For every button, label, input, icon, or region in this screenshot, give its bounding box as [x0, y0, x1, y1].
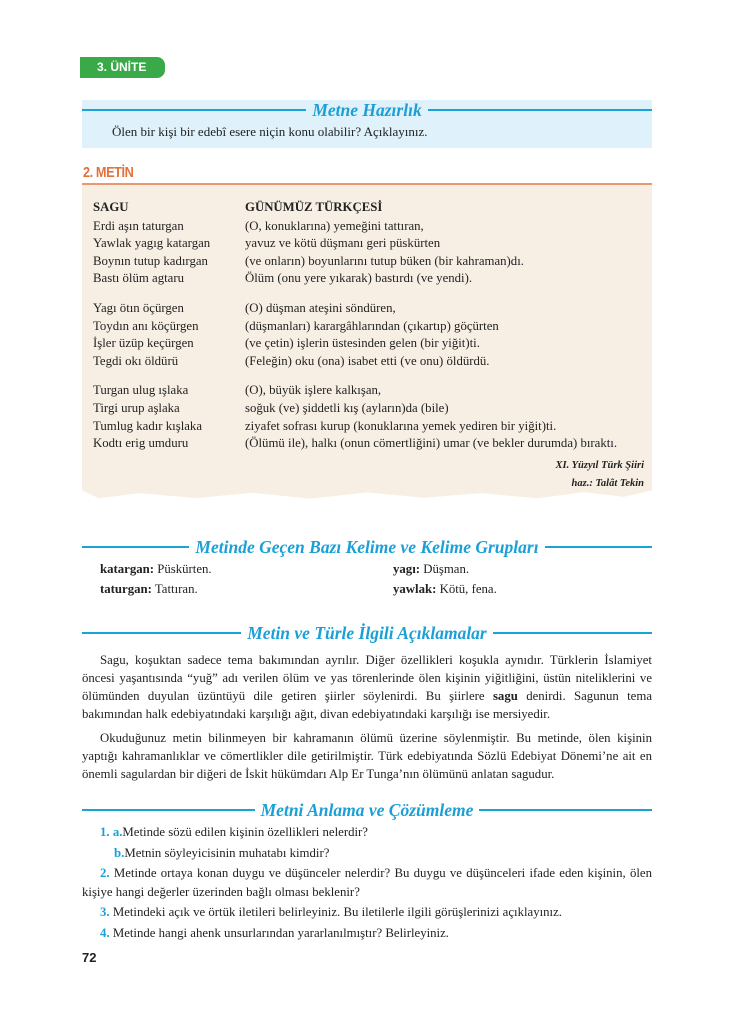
question-letter: b.: [114, 846, 125, 860]
paragraph: [82, 651, 652, 723]
poem-line: (O) düşman ateşini söndüren,: [245, 300, 396, 315]
poem-line: (ve çetin) işlerin üstesinden gelen (bir yiğit)ti.: [245, 336, 480, 351]
metin-label: 2. METİN: [83, 164, 134, 181]
vocab-term: yawlak:: [393, 582, 437, 596]
poem-line: yavuz ve kötü düşmanı geri püskürten: [245, 236, 441, 251]
vocab-title: Metinde Geçen Bazı Kelime ve Kelime Grupları: [195, 536, 539, 557]
poem-line: Ölüm (onu yere yıkarak) bastırdı (ve yendi).: [245, 271, 473, 286]
poem-line: Yawlak yagıg katargan: [93, 236, 211, 251]
divider: [82, 546, 189, 548]
poem-line: Yagı ötın öçürgen: [93, 300, 184, 315]
vocab-term: taturgan:: [100, 582, 152, 596]
vocab-definition: Tattıran.: [151, 582, 198, 596]
poem-line: Boynın tutup kadırgan: [93, 253, 208, 268]
vocab-definition: Düşman.: [420, 562, 470, 576]
poem-line: Turgan ulug ışlaka: [93, 383, 189, 398]
question-text: Metinde sözü edilen kişinin özellikleri nelerdir?: [122, 825, 368, 839]
question-text: Metinde ortaya konan duygu ve düşünceler nelerdir? Bu duygu ve düşünceleri ifade eden kişinin, ölen kişiye hangi değerler üzerinden bağlı olması beklenir?: [82, 866, 652, 899]
vocab-item: [393, 582, 497, 597]
poem-line: (ve onların) boyunlarını tutup büken (bir kahraman)dı.: [245, 253, 524, 268]
poem-left-header: SAGU: [93, 200, 129, 214]
poem-line: Toydın anı köçürgen: [93, 318, 199, 333]
analysis-header: [82, 799, 652, 821]
poem-line: (Ölümü ile), halkı (onun cömertliğini) umar (ve bekler durumda) bıraktı.: [245, 436, 618, 451]
question-number: 2.: [100, 866, 110, 880]
explanations-header: [82, 622, 652, 644]
divider: [82, 809, 255, 811]
question-3: [100, 902, 562, 922]
question-number: 1.: [100, 825, 110, 839]
vocab-item: [393, 562, 469, 577]
vocab-definition: Kötü, fena.: [436, 582, 497, 596]
prep-question: Ölen bir kişi bir edebî esere niçin konu olabilir? Açıklayınız.: [112, 124, 428, 139]
question-2: [82, 864, 652, 902]
question-4: [100, 923, 449, 943]
poem-line: (O, konuklarına) yemeğini tattıran,: [245, 218, 424, 233]
divider: [82, 109, 306, 111]
paragraph: Okuduğunuz metin bilinmeyen bir kahramanın ölümü üzerine söylenmiştir. Bu metinde, ölen kişinin yaptığı kahramanlıklar ve cömertlikler dile getirilmiştir. Türk edebiyatında Sözlü Edebiyat Dönemi’ne ait en önemli sagulardan bir diğeri de İskit hükümdarı Alp Er Tunga’nın ölümünü anlatan sagudur.: [82, 731, 652, 781]
poem-line: (O), büyük işlere kalkışan,: [245, 383, 382, 398]
question-1a: [100, 822, 368, 842]
unit-tab: 3. ÜNİTE: [80, 57, 165, 78]
vocab-item: [100, 582, 198, 597]
text: denirdi. Sagunun tema bakımından halk edebiyatındaki karşılığı ağıt, divan edebiyatındaki karşılığı ise mersiyedir.: [82, 689, 652, 721]
divider: [479, 809, 652, 811]
poem-line: (düşmanları) karargâhlarından (çıkartıp) göçürten: [245, 318, 499, 333]
poem-line: Tegdi okı öldürü: [93, 353, 179, 368]
poem-line: Bastı ölüm agtaru: [93, 271, 184, 286]
analysis-title: Metni Anlama ve Çözümleme: [260, 799, 474, 820]
question-text: Metnin söyleyicisinin muhatabı kimdir?: [124, 846, 330, 860]
poem-modern-column: [245, 199, 617, 453]
explanations-title: Metin ve Türle İlgili Açıklamalar: [247, 622, 487, 643]
page-number: 72: [82, 950, 97, 965]
poem-editor: haz.: Talât Tekin: [571, 478, 644, 489]
poem-line: Kodtı erig umduru: [93, 436, 189, 451]
divider: [545, 546, 652, 548]
bold-term: sagu: [492, 689, 518, 703]
question-number: 4.: [100, 926, 110, 940]
poem-line: (Feleğin) oku (ona) isabet etti (ve onu) öldürdü.: [245, 353, 490, 368]
vocab-term: yagı:: [393, 562, 421, 576]
divider: [82, 632, 241, 634]
vocab-definition: Püskürten.: [154, 562, 212, 576]
question-text: Metindeki açık ve örtük iletileri belirleyiniz. Bu iletilerle ilgili görüşlerinizi açıklayınız.: [112, 905, 562, 919]
question-1b: [114, 843, 329, 863]
poem-right-header: GÜNÜMÜZ TÜRKÇESİ: [245, 200, 383, 214]
poem-source: XI. Yüzyıl Türk Şiiri: [555, 460, 644, 471]
poem-line: Tirgi urup aşlaka: [93, 400, 180, 415]
poem-line: ziyafet sofrası kurup (konuklarına yemek yediren bir yiğit)ti.: [245, 418, 557, 433]
vocab-item: [100, 562, 212, 577]
metin-rule: [82, 183, 652, 185]
question-text: Metinde hangi ahenk unsurlarından yararlanılmıştır? Belirleyiniz.: [112, 926, 449, 940]
text: Sagu, koşuktan sadece tema bakımından ayrılır. Diğer özellikleri koşukla aynıdır. Türklerin İslamiyet öncesi yaşantısında “yuğ” adı verilen ölüm ve yas törenlerinde ölen kişinin yiğitliğini, üstün niteliklerini ve ölümünden duyulan üzüntüyü dile getiren şiirler söylenirdi. Bu şiirlere: [82, 653, 652, 703]
divider: [493, 632, 652, 634]
poem-line: soğuk (ve) şiddetli kış (ayların)da (bile): [245, 400, 449, 415]
prep-title: Metne Hazırlık: [312, 99, 422, 120]
question-letter: a.: [112, 825, 123, 839]
explanations-body: [82, 651, 652, 789]
question-number: 3.: [100, 905, 110, 919]
poem-line: Erdi aşın taturgan: [93, 218, 184, 233]
vocab-term: katargan:: [100, 562, 155, 576]
poem-line: Tumlug kadır kışlaka: [93, 418, 203, 433]
divider: [428, 109, 652, 111]
vocab-header: [82, 536, 652, 558]
poem-original-column: [93, 199, 210, 453]
prep-header: [82, 99, 652, 121]
poem-line: İşler üzüp keçürgen: [93, 336, 194, 351]
poem-credit: [555, 457, 644, 493]
